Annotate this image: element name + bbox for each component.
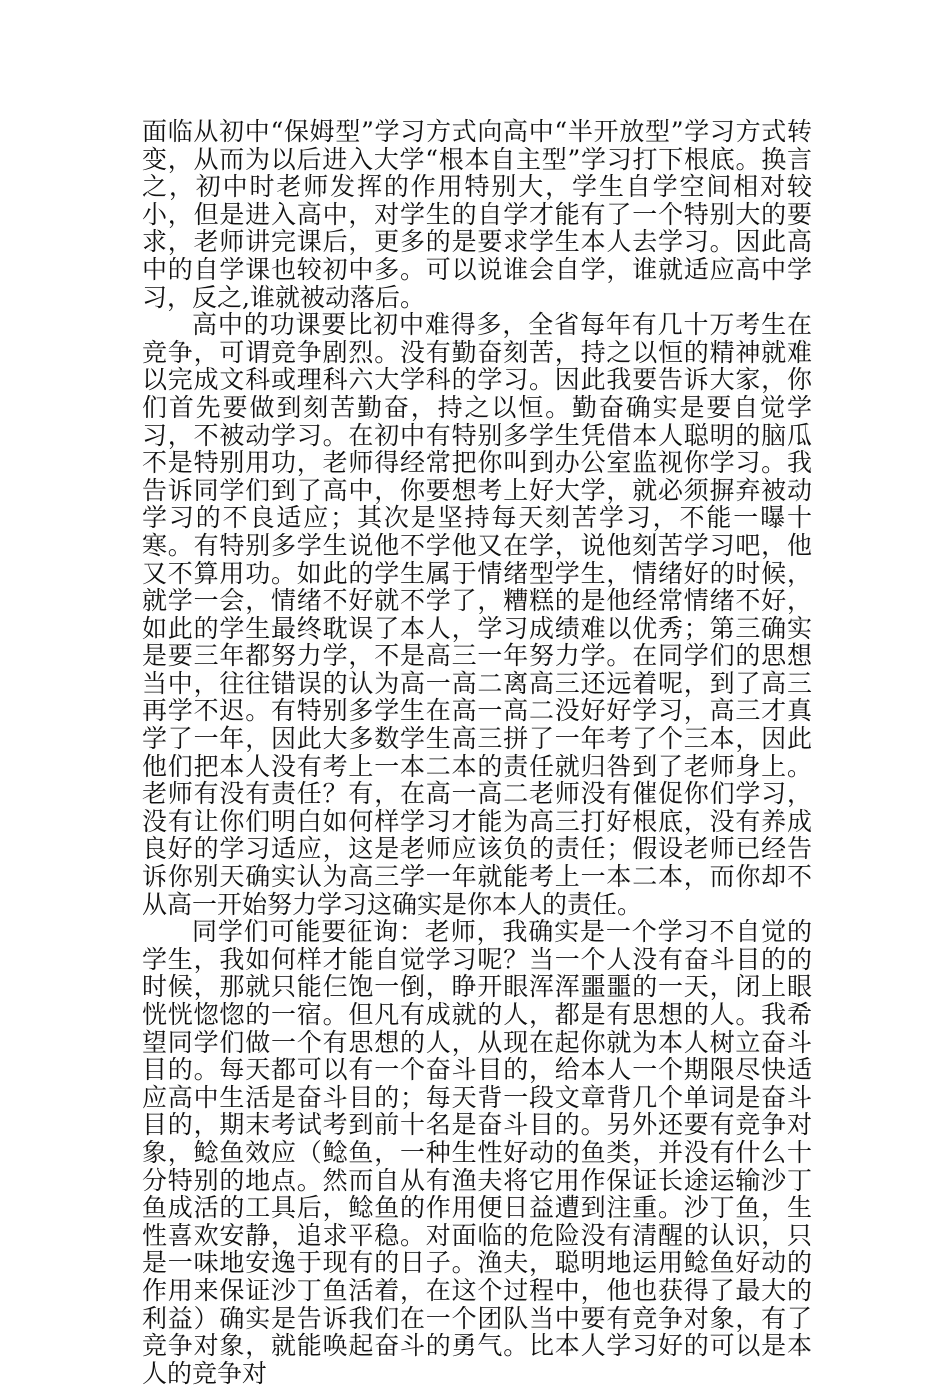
paragraph-1: 面临从初中“保姆型”学习方式向高中“半开放型”学习方式转变，从而为以后进入大学“根本自主型”学习打下根底。换言之，初中时老师发挥的作用特别大，学生自学空间相对较小，但是进入高中，对学生的自学才能有了一个特别大的要求，老师讲完课后，更多的是要求学生本人去学习。因此高中的自学课也较初中多。可以说谁会自学，谁就适应高中学习，反之,谁就被动落后。: [142, 117, 812, 312]
paragraph-2: 高中的功课要比初中难得多，全省每年有几十万考生在竞争，可谓竞争剧烈。没有勤奋刻苦，持之以恒的精神就难以完成文科或理科六大学科的学习。因此我要告诉大家，你们首先要做到刻苦勤奋，持之以恒。勤奋确实是要自觉学习，不被动学习。在初中有特别多学生凭借本人聪明的脑瓜不是特别用功，老师得经常把你叫到办公室监视你学习。我告诉同学们到了高中，你要想考上好大学，就必须摒弃被动学习的不良适应；其次是坚持每天刻苦学习，不能一曝十寒。有特别多学生说他不学他又在学，说他刻苦学习吧，他又不算用功。如此的学生属于情绪型学生，情绪好的时候，就学一会，情绪不好就不学了，糟糕的是他经常情绪不好，如此的学生最终耽误了本人，学习成绩难以优秀；第三确实是要三年都努力学，不是高三一年努力学。在同学们的思想当中，往往错误的认为高一高二离高三还远着呢，到了高三再学不迟。有特别多学生在高一高二没好好学习，高三才真学了一年，因此大多数学生高三拼了一年考了个三本，因此他们把本人没有考上一本二本的责任就归咎到了老师身上。老师有没有责任？有，在高一高二老师没有催促你们学习，没有让你们明白如何样学习才能为高三打好根底，没有养成良好的学习适应，这是老师应该负的责任；假设老师已经告诉你别天确实认为高三学一年就能考上一本二本，而你却不从高一开始努力学习这确实是你本人的责任。: [142, 310, 812, 919]
paragraph-3: 同学们可能要征询：老师，我确实是一个学习不自觉的学生，我如何样才能自觉学习呢？当一个人没有奋斗目的的时候，那就只能仨饱一倒，睁开眼浑浑噩噩的一天，闭上眼恍恍惚惚的一宿。但凡有成就的人，都是有思想的人。我希望同学们做一个有思想的人，从现在起你就为本人树立奋斗目的。每天都可以有一个奋斗目的，给本人一个期限尽快适应高中生活是奋斗目的；每天背一段文章背几个单词是奋斗目的，期末考试考到前十名是奋斗目的。另外还要有竞争对象，鲶鱼效应（鲶鱼，一种生性好动的鱼类，并没有什么十分特别的地点。然而自从有渔夫将它用作保证长途运输沙丁鱼成活的工具后，鲶鱼的作用便日益遭到注重。沙丁鱼，生性喜欢安静，追求平稳。对面临的危险没有清醒的认识，只是一味地安逸于现有的日子。渔夫，聪明地运用鲶鱼好动的作用来保证沙丁鱼活着，在这个过程中，他也获得了最大的利益）确实是告诉我们在一个团队当中要有竞争对象，有了竞争对象，就能唤起奋斗的勇气。比本人学习好的可以是本人的竞争对: [142, 917, 812, 1388]
body-text: [142, 118, 812, 1387]
